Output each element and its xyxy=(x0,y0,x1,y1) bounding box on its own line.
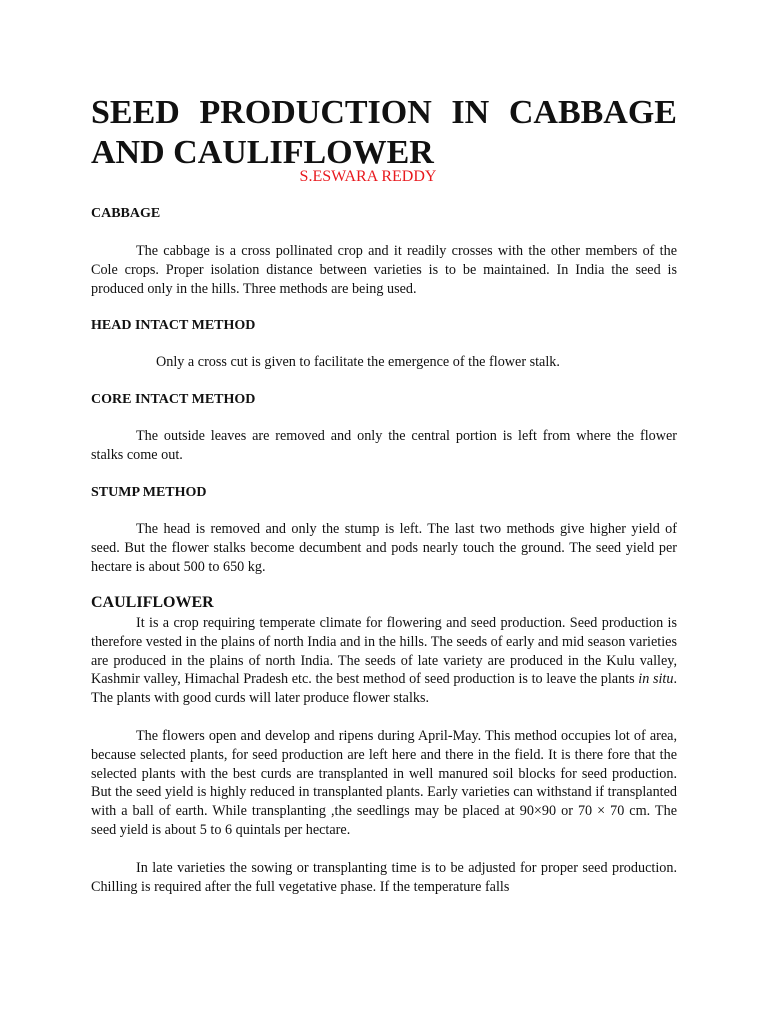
para1-text: It is a crop requiring temperate climate for flowering and seed production. Seed production is therefore vested in the plains of north India and in the hills. The seeds of early and mid season varieties are produced in the plains of north India. The seeds of late variety are produced in the Kulu valley, Kashmir valley, Himachal Pradesh etc. the best method of seed production is to leave the plants xyxy=(91,615,677,688)
stump-method-heading: STUMP METHOD xyxy=(91,485,207,500)
cauliflower-heading: CAULIFLOWER xyxy=(91,594,214,611)
cabbage-intro-paragraph: The cabbage is a cross pollinated crop and it readily crosses with the other members of the Cole crops. Proper isolation distance between varieties is to be maintained. In India the seed is produced only in the hills. Three methods are being used. xyxy=(91,243,677,297)
para1-text-end: . The plants with good curds will later produce flower stalks. xyxy=(91,671,677,707)
core-intact-heading: CORE INTACT METHOD xyxy=(91,392,256,407)
para1-italic-term: in situ xyxy=(638,671,674,688)
head-intact-heading: HEAD INTACT METHOD xyxy=(91,318,256,333)
author-name xyxy=(0,167,768,187)
cabbage-heading: CABBAGE xyxy=(91,206,161,221)
cauliflower-paragraph-3: In late varieties the sowing or transplanting time is to be adjusted for proper seed production. Chilling is required after the full vegetative phase. If the temperature falls xyxy=(91,860,677,895)
cauliflower-paragraph-2: The flowers open and develop and ripens during April-May. This method occupies lot of area, because selected plants, for seed production are left here and there in the field. It is there fore that the selected plants with the best curds are transplanted in well manured soil blocks for seed production. But the seed yield is highly reduced in transplanted plants. Early varieties can withstand if transplanted with a ball of earth. While transplanting ,the seedlings may be placed at 90×90 or 70 × 70 cm. The seed yield is about 5 to 6 quintals per hectare. xyxy=(91,728,677,838)
author-text: S.ESWARA REDDY xyxy=(299,168,437,185)
core-intact-paragraph: The outside leaves are removed and only the central portion is left from where the flower stalks come out. xyxy=(91,428,677,463)
cauliflower-paragraph-1 xyxy=(91,614,677,708)
stump-method-paragraph: The head is removed and only the stump is left. The last two methods give higher yield of seed. But the flower stalks become decumbent and pods nearly touch the ground. The seed yield per hectare is about 500 to 650 kg. xyxy=(91,521,677,575)
head-intact-paragraph: Only a cross cut is given to facilitate the emergence of the flower stalk. xyxy=(156,354,560,370)
document-title: SEED PRODUCTION IN CABBAGE AND CAULIFLOWER xyxy=(91,94,677,171)
